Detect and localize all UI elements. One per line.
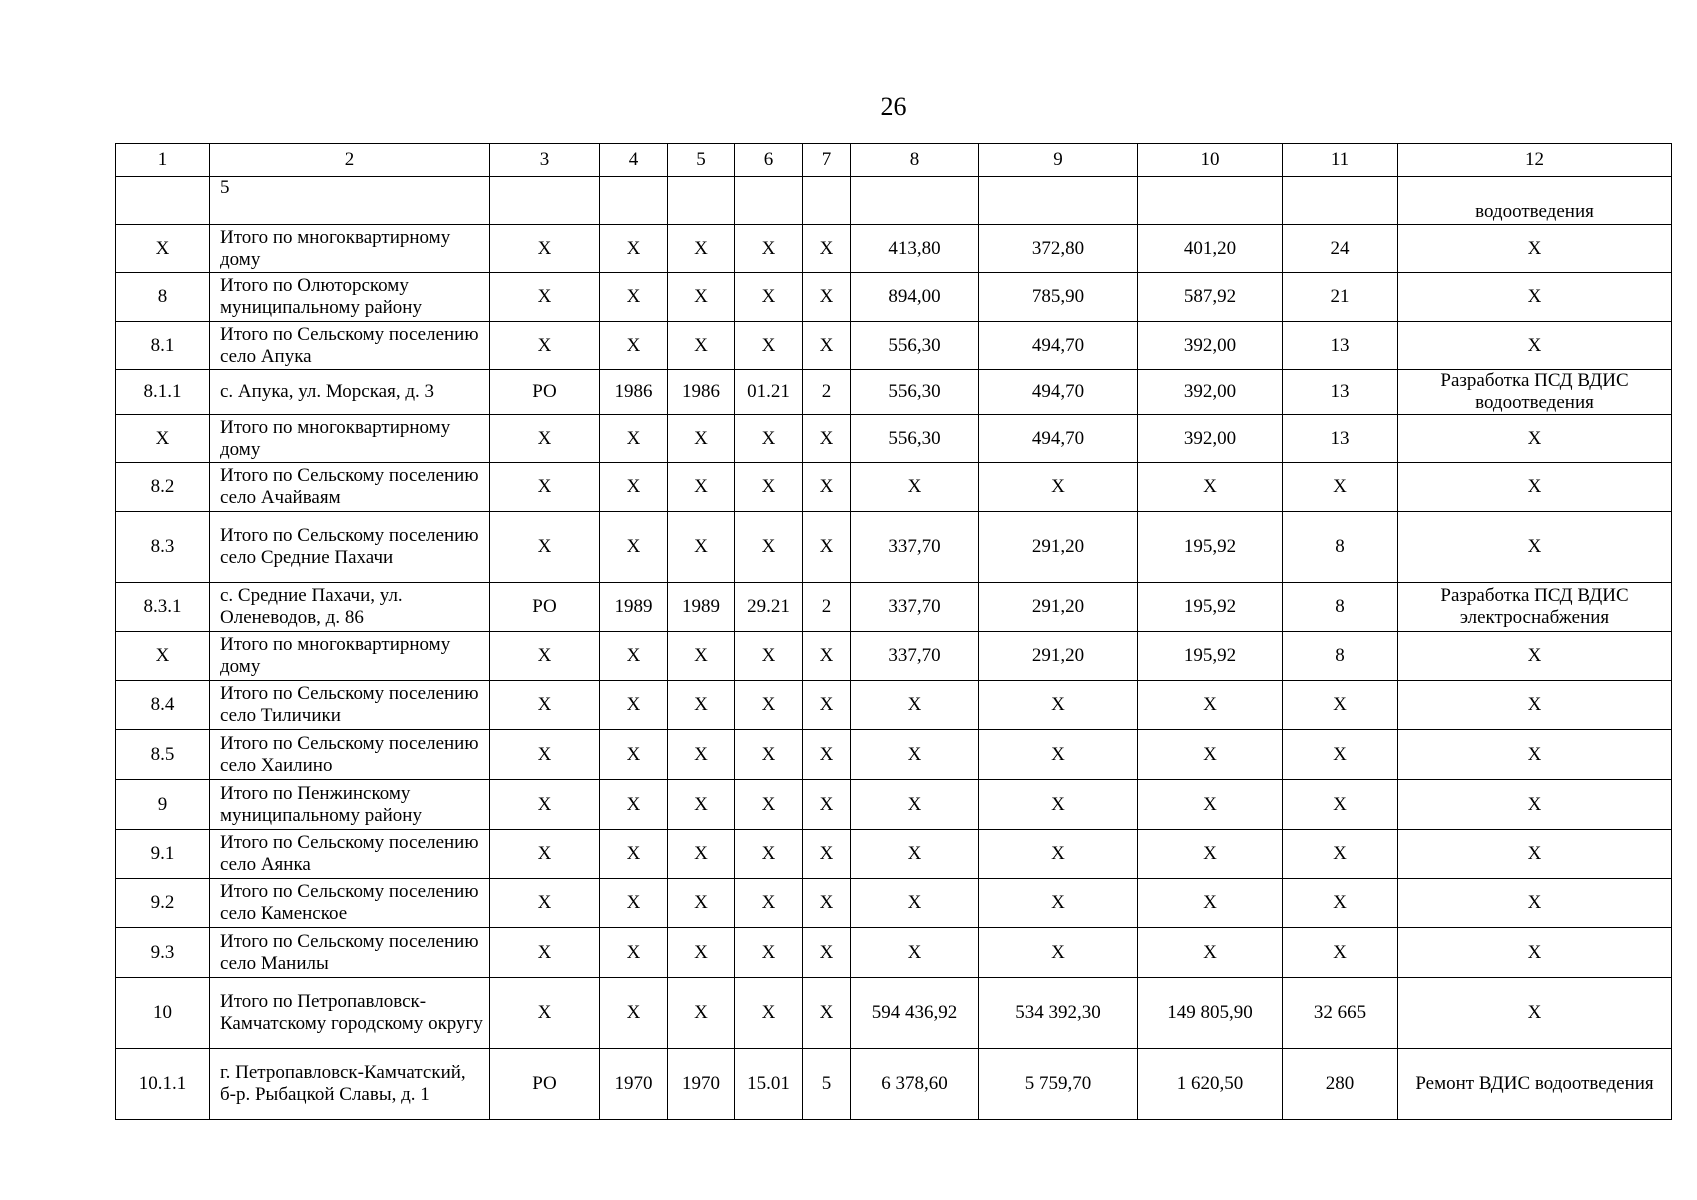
cell-col-2: Итого по Пенжинскому муниципальному району [210,780,490,830]
cell-col-11: 280 [1283,1049,1398,1120]
cell-col-5: X [668,879,735,928]
cell-col-1: 8.3.1 [116,583,210,632]
cell-col-10: 195,92 [1138,583,1283,632]
cell-col-3: X [490,978,600,1049]
header-cell-11: 11 [1283,144,1398,177]
cell-col-4 [600,177,668,225]
cell-col-6: X [735,225,803,273]
cell-col-7: X [803,730,851,780]
cell-col-4: X [600,879,668,928]
cell-col-2: Итого по многоквартирному дому [210,415,490,463]
cell-col-1: 8.1.1 [116,370,210,415]
cell-col-4: X [600,415,668,463]
cell-col-7: X [803,928,851,978]
cell-col-6: X [735,273,803,322]
cell-col-1 [116,177,210,225]
cell-col-4: X [600,632,668,681]
table-row [116,632,1672,681]
cell-col-12: X [1398,273,1672,322]
cell-col-1: 9.3 [116,928,210,978]
cell-col-10: 401,20 [1138,225,1283,273]
cell-col-9: 5 759,70 [979,1049,1138,1120]
cell-col-5: X [668,681,735,730]
cell-col-8: 413,80 [851,225,979,273]
cell-col-4: 1970 [600,1049,668,1120]
table-row [116,730,1672,780]
cell-col-5: X [668,463,735,512]
page-number: 26 [880,92,907,121]
cell-col-1: 9.1 [116,830,210,879]
cell-col-11: X [1283,780,1398,830]
cell-col-10: X [1138,681,1283,730]
cell-col-3: X [490,273,600,322]
cell-col-7: X [803,830,851,879]
cell-col-2: с. Средние Пахачи, ул. Оленеводов, д. 86 [210,583,490,632]
cell-col-5: X [668,730,735,780]
table-row [116,225,1672,273]
header-cell-5: 5 [668,144,735,177]
cell-col-7 [803,177,851,225]
cell-col-10: 392,00 [1138,415,1283,463]
cell-col-6: X [735,681,803,730]
cell-col-12: X [1398,512,1672,583]
cell-col-2: Итого по Сельскому поселению село Каменское [210,879,490,928]
cell-col-11: X [1283,830,1398,879]
header-cell-10: 10 [1138,144,1283,177]
table-row [116,322,1672,370]
cell-col-1: 8.5 [116,730,210,780]
cell-col-4: X [600,463,668,512]
cell-col-10: 587,92 [1138,273,1283,322]
continuation-row [116,177,1672,225]
cell-col-4: X [600,273,668,322]
cell-col-2: Итого по Петропавловск-Камчатскому городскому округу [210,978,490,1049]
table-row [116,830,1672,879]
header-cell-12: 12 [1398,144,1672,177]
cell-col-3: X [490,830,600,879]
cell-col-12: X [1398,780,1672,830]
cell-col-1: X [116,632,210,681]
data-table [115,143,1672,1120]
cell-col-4: X [600,225,668,273]
cell-col-7: X [803,322,851,370]
cell-col-5: X [668,632,735,681]
cell-col-6: X [735,632,803,681]
cell-col-3: РО [490,370,600,415]
cell-col-11: 13 [1283,322,1398,370]
table-row [116,273,1672,322]
cell-col-8: 556,30 [851,415,979,463]
cell-col-7: X [803,780,851,830]
cell-col-8: X [851,830,979,879]
cell-col-8: X [851,730,979,780]
cell-col-3: X [490,463,600,512]
cell-col-12: X [1398,415,1672,463]
cell-col-4: 1986 [600,370,668,415]
cell-col-8: 556,30 [851,322,979,370]
cell-col-6: X [735,730,803,780]
cell-col-7: X [803,978,851,1049]
cell-col-6: X [735,415,803,463]
cell-col-10: 392,00 [1138,322,1283,370]
cell-col-5: 1970 [668,1049,735,1120]
cell-col-12: X [1398,879,1672,928]
cell-col-6: 01.21 [735,370,803,415]
cell-col-10: X [1138,879,1283,928]
table-row [116,370,1672,415]
cell-col-11: 8 [1283,583,1398,632]
table-row [116,583,1672,632]
cell-col-9: X [979,681,1138,730]
cell-col-8: 6 378,60 [851,1049,979,1120]
cell-col-10: X [1138,830,1283,879]
cell-col-7: X [803,632,851,681]
cell-col-1: 10 [116,978,210,1049]
table-row [116,1049,1672,1120]
cell-col-3: X [490,322,600,370]
cell-col-2: Итого по Сельскому поселению село Аянка [210,830,490,879]
cell-col-6: 15.01 [735,1049,803,1120]
cell-col-5: X [668,415,735,463]
cell-col-8: X [851,780,979,830]
cell-col-9: 785,90 [979,273,1138,322]
cell-col-11: 8 [1283,632,1398,681]
cell-col-12: X [1398,830,1672,879]
cell-col-5: X [668,512,735,583]
cell-col-1: 10.1.1 [116,1049,210,1120]
cell-col-7: X [803,512,851,583]
cell-col-10: 149 805,90 [1138,978,1283,1049]
cell-col-1: 8 [116,273,210,322]
cell-col-10 [1138,177,1283,225]
cell-col-9: X [979,463,1138,512]
header-cell-7: 7 [803,144,851,177]
cell-col-12: X [1398,225,1672,273]
table-row [116,415,1672,463]
header-cell-2: 2 [210,144,490,177]
cell-col-10: X [1138,730,1283,780]
cell-col-12: X [1398,463,1672,512]
cell-col-8: X [851,681,979,730]
cell-col-1: 9 [116,780,210,830]
cell-col-6: X [735,512,803,583]
cell-col-4: 1989 [600,583,668,632]
cell-col-4: X [600,681,668,730]
cell-col-9: X [979,879,1138,928]
cell-col-1: 8.1 [116,322,210,370]
cell-col-4: X [600,978,668,1049]
cell-col-8: X [851,879,979,928]
cell-col-7: X [803,879,851,928]
table-row [116,879,1672,928]
cell-col-3: X [490,879,600,928]
cell-col-1: 9.2 [116,879,210,928]
cell-col-12: водоотведения [1398,177,1672,225]
cell-col-7: X [803,463,851,512]
cell-col-1: 8.3 [116,512,210,583]
cell-col-5: X [668,322,735,370]
cell-col-9: 291,20 [979,583,1138,632]
cell-col-3: X [490,225,600,273]
cell-col-11: X [1283,463,1398,512]
cell-col-12: Ремонт ВДИС водоотведения [1398,1049,1672,1120]
cell-col-11: 24 [1283,225,1398,273]
cell-col-8: 337,70 [851,583,979,632]
cell-col-7: X [803,415,851,463]
cell-col-3: X [490,512,600,583]
cell-col-7: X [803,273,851,322]
cell-col-10: X [1138,928,1283,978]
cell-col-7: X [803,681,851,730]
cell-col-3: X [490,730,600,780]
table-body [116,144,1672,1120]
cell-col-9: 291,20 [979,512,1138,583]
table-row [116,681,1672,730]
cell-col-6 [735,177,803,225]
cell-col-8: 337,70 [851,632,979,681]
cell-col-10: 195,92 [1138,512,1283,583]
cell-col-1: 8.4 [116,681,210,730]
cell-col-5: X [668,225,735,273]
cell-col-6: X [735,830,803,879]
cell-col-5: X [668,273,735,322]
cell-col-5: 1986 [668,370,735,415]
cell-col-11: 8 [1283,512,1398,583]
table-row [116,512,1672,583]
cell-col-9: X [979,780,1138,830]
table-row [116,978,1672,1049]
cell-col-4: X [600,730,668,780]
cell-col-4: X [600,512,668,583]
cell-col-3: X [490,415,600,463]
cell-col-12: Разработка ПСД ВДИС водоотведения [1398,370,1672,415]
cell-col-2: 5 [210,177,490,225]
table-row [116,463,1672,512]
cell-col-11: X [1283,681,1398,730]
cell-col-12: X [1398,978,1672,1049]
cell-col-11: 32 665 [1283,978,1398,1049]
cell-col-5: X [668,830,735,879]
cell-col-10: X [1138,780,1283,830]
cell-col-12: X [1398,730,1672,780]
cell-col-11: 13 [1283,370,1398,415]
cell-col-11: X [1283,730,1398,780]
cell-col-8: 337,70 [851,512,979,583]
cell-col-11: 21 [1283,273,1398,322]
cell-col-12: X [1398,928,1672,978]
cell-col-6: X [735,978,803,1049]
cell-col-8: 556,30 [851,370,979,415]
cell-col-6: X [735,879,803,928]
cell-col-12: X [1398,322,1672,370]
cell-col-2: Итого по Сельскому поселению село Манилы [210,928,490,978]
cell-col-5: 1989 [668,583,735,632]
cell-col-8 [851,177,979,225]
header-cell-8: 8 [851,144,979,177]
cell-col-8: 594 436,92 [851,978,979,1049]
cell-col-8: X [851,463,979,512]
cell-col-7: 2 [803,370,851,415]
cell-col-10: 1 620,50 [1138,1049,1283,1120]
cell-col-3: X [490,632,600,681]
cell-col-1: X [116,225,210,273]
cell-col-2: Итого по многоквартирному дому [210,225,490,273]
cell-col-6: X [735,463,803,512]
cell-col-12: X [1398,681,1672,730]
cell-col-4: X [600,322,668,370]
cell-col-3: X [490,928,600,978]
cell-col-2: Итого по Сельскому поселению село Хаилино [210,730,490,780]
cell-col-9: 372,80 [979,225,1138,273]
cell-col-9: X [979,730,1138,780]
cell-col-2: Итого по Сельскому поселению село Тиличики [210,681,490,730]
cell-col-9: 494,70 [979,415,1138,463]
cell-col-7: 2 [803,583,851,632]
cell-col-8: 894,00 [851,273,979,322]
cell-col-4: X [600,830,668,879]
cell-col-6: 29.21 [735,583,803,632]
cell-col-2: Итого по Сельскому поселению село Апука [210,322,490,370]
cell-col-7: X [803,225,851,273]
header-cell-6: 6 [735,144,803,177]
cell-col-9: 291,20 [979,632,1138,681]
cell-col-9: X [979,830,1138,879]
cell-col-5 [668,177,735,225]
cell-col-3: X [490,681,600,730]
header-cell-4: 4 [600,144,668,177]
cell-col-5: X [668,780,735,830]
cell-col-11: X [1283,928,1398,978]
header-cell-3: 3 [490,144,600,177]
cell-col-9: 534 392,30 [979,978,1138,1049]
header-row [116,144,1672,177]
cell-col-4: X [600,928,668,978]
table-row [116,780,1672,830]
cell-col-2: с. Апука, ул. Морская, д. 3 [210,370,490,415]
cell-col-9: X [979,928,1138,978]
cell-col-2: Итого по многоквартирному дому [210,632,490,681]
cell-col-7: 5 [803,1049,851,1120]
cell-col-3: X [490,780,600,830]
header-cell-1: 1 [116,144,210,177]
cell-col-2: Итого по Сельскому поселению село Средние Пахачи [210,512,490,583]
cell-col-3: РО [490,1049,600,1120]
cell-col-2: г. Петропавловск-Камчатский, б-р. Рыбацкой Славы, д. 1 [210,1049,490,1120]
cell-col-5: X [668,928,735,978]
table-row [116,928,1672,978]
cell-col-9: 494,70 [979,322,1138,370]
cell-col-11 [1283,177,1398,225]
cell-col-3: РО [490,583,600,632]
cell-col-2: Итого по Сельскому поселению село Ачайваям [210,463,490,512]
cell-col-10: 392,00 [1138,370,1283,415]
cell-col-2: Итого по Олюторскому муниципальному району [210,273,490,322]
cell-col-12: Разработка ПСД ВДИС электроснабжения [1398,583,1672,632]
cell-col-10: X [1138,463,1283,512]
cell-col-4: X [600,780,668,830]
cell-col-12: X [1398,632,1672,681]
cell-col-6: X [735,322,803,370]
cell-col-9: 494,70 [979,370,1138,415]
cell-col-6: X [735,928,803,978]
cell-col-11: 13 [1283,415,1398,463]
header-cell-9: 9 [979,144,1138,177]
cell-col-1: 8.2 [116,463,210,512]
cell-col-9 [979,177,1138,225]
cell-col-3 [490,177,600,225]
cell-col-1: X [116,415,210,463]
cell-col-10: 195,92 [1138,632,1283,681]
cell-col-8: X [851,928,979,978]
cell-col-6: X [735,780,803,830]
cell-col-5: X [668,978,735,1049]
cell-col-11: X [1283,879,1398,928]
